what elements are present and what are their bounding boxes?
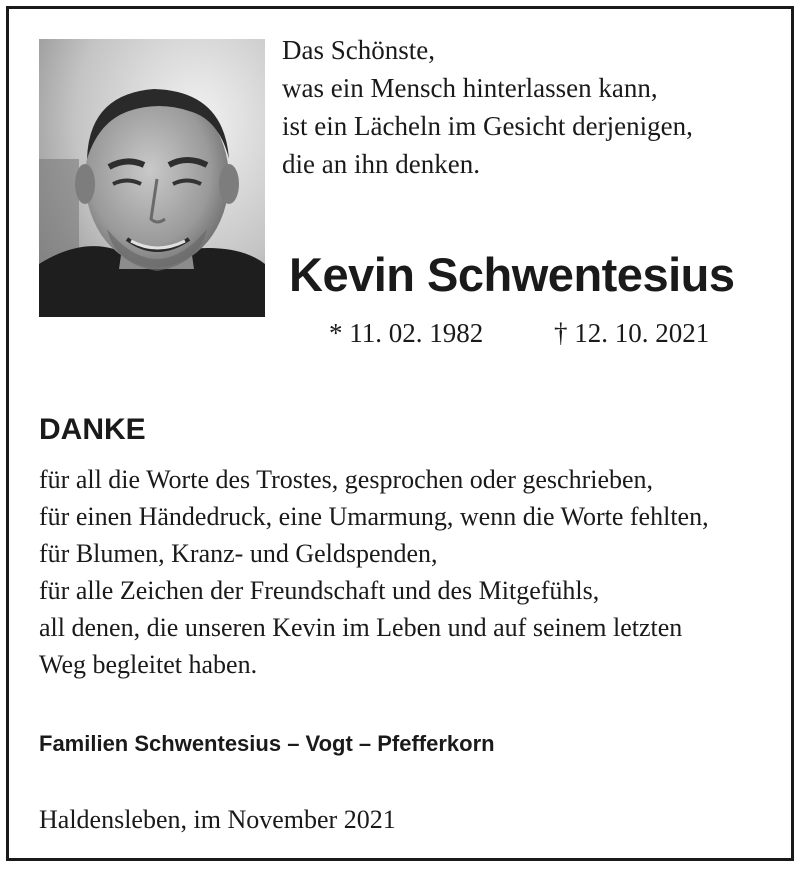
birth-date: * 11. 02. 1982 <box>329 318 484 348</box>
notice-frame <box>6 6 794 861</box>
thanks-line: für einen Händedruck, eine Umarmung, wenn die Worte fehlten, <box>39 502 709 531</box>
quote-line: die an ihn denken. <box>282 149 480 179</box>
thanks-line: für all die Worte des Trostes, gesprochen oder geschrieben, <box>39 465 654 494</box>
thanks-text <box>39 461 779 683</box>
family-signature: Familien Schwentesius – Vogt – Pfefferkorn <box>39 731 495 756</box>
thanks-line: für alle Zeichen der Freundschaft und des Mitgefühls, <box>39 576 600 605</box>
thanks-line: all denen, die unseren Kevin im Leben und auf seinem letzten <box>39 613 683 642</box>
thanks-heading: DANKE <box>39 413 146 446</box>
memorial-quote <box>282 31 782 183</box>
portrait-photo <box>39 39 265 317</box>
deceased-name: Kevin Schwentesius <box>289 248 735 301</box>
portrait-image <box>39 39 265 317</box>
place-and-date: Haldensleben, im November 2021 <box>39 805 396 834</box>
quote-line: Das Schönste, <box>282 35 435 65</box>
death-date: † 12. 10. 2021 <box>554 318 710 348</box>
thanks-line: Weg begleitet haben. <box>39 650 258 679</box>
quote-line: ist ein Lächeln im Gesicht derjenigen, <box>282 111 693 141</box>
thanks-line: für Blumen, Kranz- und Geldspenden, <box>39 539 438 568</box>
quote-line: was ein Mensch hinterlassen kann, <box>282 73 658 103</box>
